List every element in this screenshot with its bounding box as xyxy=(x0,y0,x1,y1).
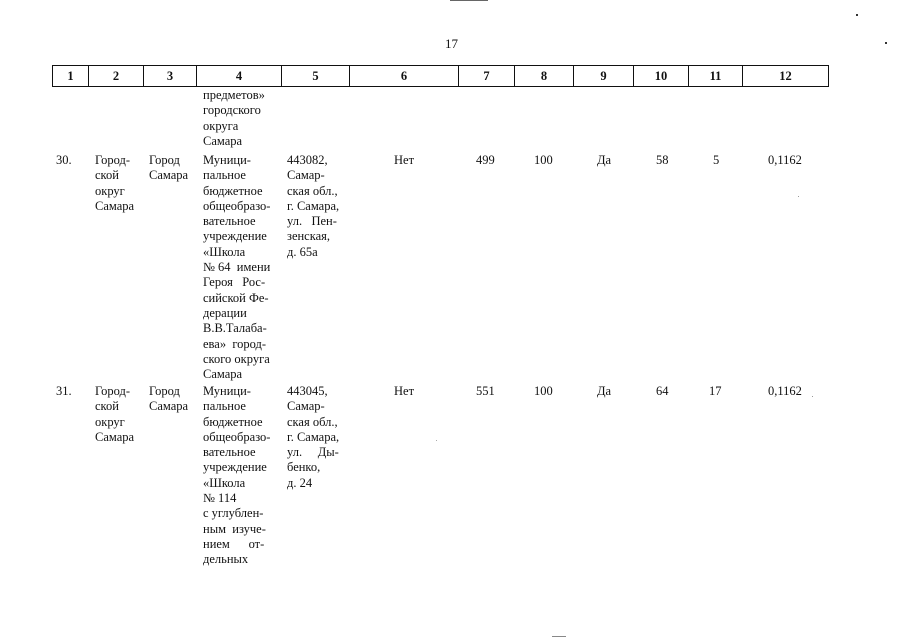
col9-cell: Да xyxy=(597,153,612,167)
district-cell: Город- ской округ Самара xyxy=(95,384,135,444)
col11-cell: 5 xyxy=(713,153,720,167)
col6-cell: Нет xyxy=(394,153,415,167)
col12-cell: 0,1162 xyxy=(768,153,802,167)
top-rule xyxy=(450,0,488,1)
column-header: 8 xyxy=(515,66,574,87)
col9-cell: Да xyxy=(597,384,612,398)
column-header: 5 xyxy=(282,66,350,87)
scan-speck xyxy=(436,440,437,441)
continuation-text: предметов» городского округа Самара xyxy=(203,88,265,148)
city-cell: Город Самара xyxy=(149,384,189,414)
row-number: 31. xyxy=(56,384,72,398)
institution-cell: Муници- пальное бюджетное общеобразо- вательное учреждение «Школа № 64 имени Героя Рос- сийской Фе- дерации В.В.Талаба- ева» город- ского округа Самара xyxy=(203,153,271,382)
column-header: 2 xyxy=(89,66,144,87)
column-header: 9 xyxy=(574,66,634,87)
scan-speck xyxy=(798,196,799,197)
col8-cell: 100 xyxy=(534,153,553,167)
column-header: 10 xyxy=(634,66,689,87)
address-cell: 443045, Самар- ская обл., г. Самара, ул. Ды- бенко, д. 24 xyxy=(287,384,340,490)
column-header: 12 xyxy=(743,66,829,87)
scan-speck xyxy=(885,42,887,44)
scan-speck xyxy=(552,636,566,637)
column-header-row xyxy=(53,66,829,87)
scan-speck xyxy=(812,396,813,397)
scan-speck xyxy=(856,14,858,16)
district-cell: Город- ской округ Самара xyxy=(95,153,135,213)
column-header: 7 xyxy=(459,66,515,87)
column-header: 6 xyxy=(350,66,459,87)
col10-cell: 58 xyxy=(656,153,669,167)
column-header: 1 xyxy=(53,66,89,87)
col7-cell: 551 xyxy=(476,384,495,398)
column-header-table xyxy=(52,65,829,87)
institution-cell: Муници- пальное бюджетное общеобразо- вательное учреждение «Школа № 114 с углублен- ным изуче- нием от- дельных xyxy=(203,384,271,567)
column-header: 3 xyxy=(144,66,197,87)
col7-cell: 499 xyxy=(476,153,495,167)
col12-cell: 0,1162 xyxy=(768,384,802,398)
page-number: 17 xyxy=(445,36,458,51)
city-cell: Город Самара xyxy=(149,153,189,183)
col8-cell: 100 xyxy=(534,384,553,398)
col11-cell: 17 xyxy=(709,384,722,398)
column-header: 4 xyxy=(197,66,282,87)
address-cell: 443082, Самар- ская обл., г. Самара, ул. Пен- зенская, д. 65а xyxy=(287,153,340,259)
row-number: 30. xyxy=(56,153,72,167)
col6-cell: Нет xyxy=(394,384,415,398)
column-header: 11 xyxy=(689,66,743,87)
col10-cell: 64 xyxy=(656,384,669,398)
